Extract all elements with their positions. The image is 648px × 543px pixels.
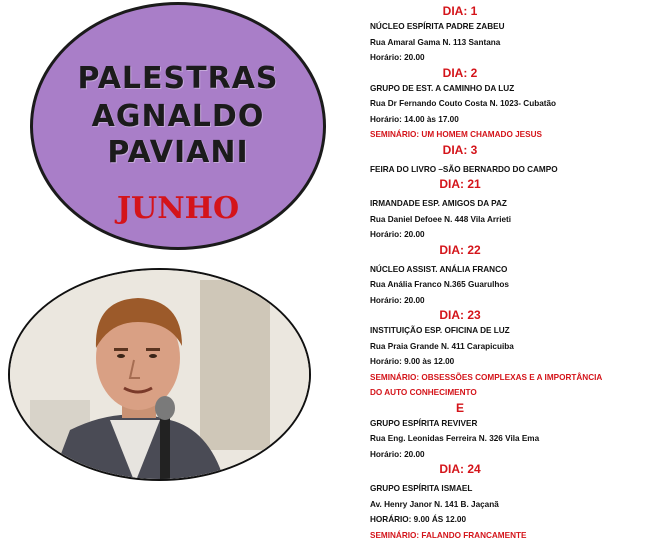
day-21-heading: DIA: 21 — [370, 177, 550, 192]
day-21-address: Rua Daniel Defoee N. 448 Vila Arrieti — [370, 212, 646, 228]
title-line-2: AGNALDO — [33, 99, 323, 134]
day-2-venue: GRUPO DE EST. A CAMINHO DA LUZ — [370, 81, 646, 97]
day-24-address: Av. Henry Janor N. 141 B. Jaçanã — [370, 497, 646, 513]
day-24-seminar: SEMINÁRIO: FALANDO FRANCAMENTE — [370, 528, 646, 543]
day-1-venue: NÚCLEO ESPÍRITA PADRE ZABEU — [370, 19, 646, 35]
day-21-time: Horário: 20.00 — [370, 227, 646, 243]
day-2-time: Horário: 14.00 às 17.00 — [370, 112, 646, 128]
speaker-photo — [8, 268, 311, 481]
day-23-address: Rua Praia Grande N. 411 Carapicuiba — [370, 339, 646, 355]
day-2-heading: DIA: 2 — [370, 66, 550, 81]
day-23-heading: DIA: 23 — [370, 308, 550, 323]
day-23-e-venue: GRUPO ESPÍRITA REVIVER — [370, 416, 646, 432]
day-1-heading: DIA: 1 — [370, 4, 550, 19]
day-2-address: Rua Dr Fernando Couto Costa N. 1023- Cubatão — [370, 96, 646, 112]
day-3-venue: FEIRA DO LIVRO –SÃO BERNARDO DO CAMPO — [370, 162, 646, 178]
day-1-time: Horário: 20.00 — [370, 50, 646, 66]
day-24-time: HORÁRIO: 9.00 ÁS 12.00 — [370, 512, 646, 528]
day-21-venue: IRMANDADE ESP. AMIGOS DA PAZ — [370, 196, 646, 212]
day-22-address: Rua Anália Franco N.365 Guarulhos — [370, 277, 646, 293]
day-24-heading: DIA: 24 — [370, 462, 550, 477]
title-line-3: PAVIANI — [33, 135, 323, 170]
schedule-list — [370, 4, 646, 543]
day-23-e-address: Rua Eng. Leonidas Ferreira N. 326 Vila Ema — [370, 431, 646, 447]
title-line-1: PALESTRAS — [33, 61, 323, 96]
day-23-e-heading: E — [370, 401, 550, 416]
day-3-heading: DIA: 3 — [370, 143, 550, 158]
day-2-seminar: SEMINÁRIO: UM HOMEM CHAMADO JESUS — [370, 127, 646, 143]
speaker-photo-icon — [10, 270, 311, 481]
day-23-time: Horário: 9.00 às 12.00 — [370, 354, 646, 370]
day-23-seminar: SEMINÁRIO: OBSESSÕES COMPLEXAS E A IMPORTÂNCIA — [370, 370, 646, 386]
title-oval — [30, 2, 326, 250]
day-1-address: Rua Amaral Gama N. 113 Santana — [370, 35, 646, 51]
day-24-venue: GRUPO ESPÍRITA ISMAEL — [370, 481, 646, 497]
day-22-time: Horário: 20.00 — [370, 293, 646, 309]
day-22-venue: NÚCLEO ASSIST. ANÁLIA FRANCO — [370, 262, 646, 278]
day-23-venue: INSTITUIÇÃO ESP. OFICINA DE LUZ — [370, 323, 646, 339]
day-23-e-time: Horário: 20.00 — [370, 447, 646, 463]
day-23-seminar-cont: DO AUTO CONHECIMENTO — [370, 385, 646, 401]
day-22-heading: DIA: 22 — [370, 243, 550, 258]
month-label: JUNHO — [33, 191, 323, 226]
